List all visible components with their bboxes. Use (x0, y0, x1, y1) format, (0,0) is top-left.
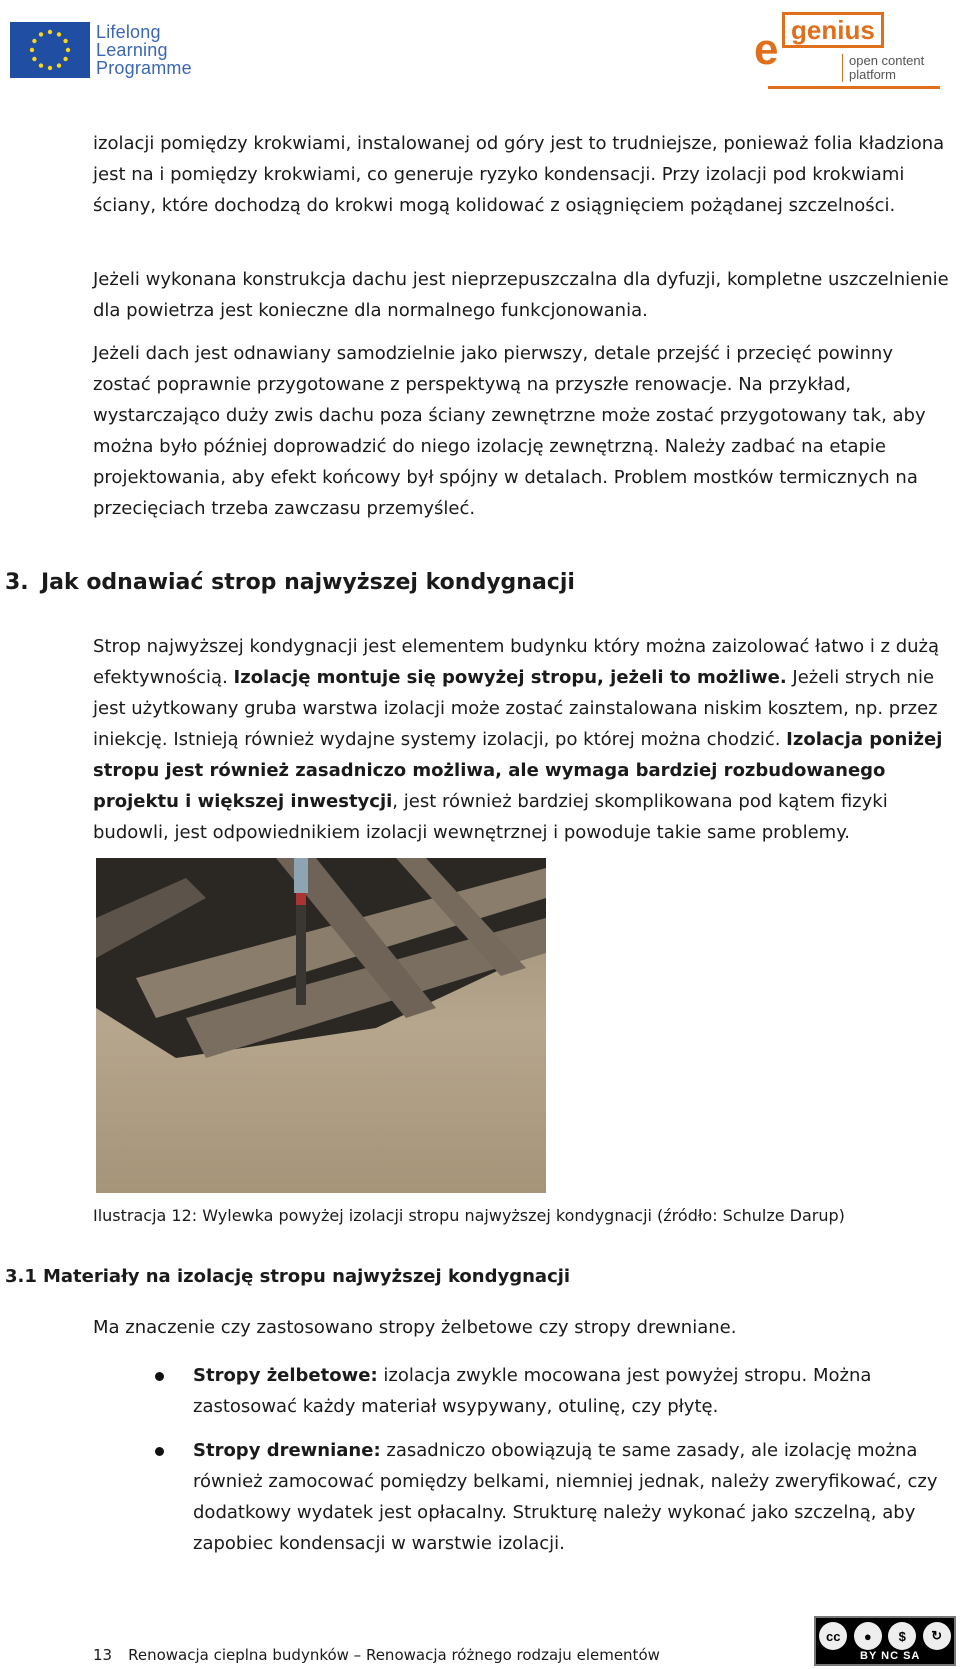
egenius-logo (754, 2, 944, 90)
by-person-icon: ● (854, 1622, 882, 1650)
page-header (0, 0, 960, 96)
running-title: Renowacja cieplna budynków – Renowacja różnego rodzaju elementów (128, 1646, 660, 1664)
bullet-icon (155, 1447, 164, 1456)
section-3-1-heading: 3.1 Materiały na izolację stropu najwyższej kondygnacji (5, 1266, 571, 1287)
egenius-logo-e: e (754, 25, 779, 74)
paragraph-diffusion: Jeżeli wykonana konstrukcja dachu jest nieprzepuszczalna dla dyfuzji, kompletne uszczelnienie dla powietrza jest konieczne dla normalnego funkcjonowania. (93, 269, 949, 321)
page-footer (93, 1646, 660, 1664)
section-3-paragraph: Strop najwyższej kondygnacji jest elementem budynku który można zaizolować łatwo i z dużą efektywnością. Izolację montuje się powyżej stropu, jeżeli to możliwe. Jeżeli strych nie jest użytkowany gruba warstwa izolacji może zostać zainstalowana niskim kosztem, np. przez iniekcję. Istnieją również wydajne systemy izolacji, po której można chodzić. Izolacja poniżej stropu jest również zasadniczo możliwa, ale wymaga bardziej rozbudowanego projektu i większej inwestycji, jest również bardziej skomplikowana pod kątem fizyki budowli, jest odpowiednikiem izolacji wewnętrznej i powoduje takie same problemy. (93, 636, 943, 843)
egenius-logo-word: genius (782, 12, 884, 48)
paragraph-continued: izolacji pomiędzy krokwiami, instalowanej od góry jest to trudniejsze, ponieważ folia kładziona jest na i pomiędzy krokwiami, co generuje ryzyko kondensacji. Przy izolacji pod krokwiami ściany, które dochodzą do krokwi mogą kolidować z osiągnięciem pożądanej szczelności. (93, 133, 945, 216)
list-item: Stropy drewniane: zasadniczo obowiązują te same zasady, ale izolację można również zamocować pomiędzy belkami, niemniej jednak, należy zweryfikować, czy dodatkowy wydatek jest opłacalny. Strukturę należy wykonać jako szczelną, aby zapobiec kondensacji w warstwie izolacji. (93, 1435, 953, 1559)
license-labels: BY NC SA (860, 1650, 921, 1662)
list-item: Stropy żelbetowe: izolacja zwykle mocowana jest powyżej stropu. Można zastosować każdy materiał wsypywany, otulinę, czy płytę. (93, 1360, 953, 1422)
creative-commons-license-badge (814, 1616, 956, 1666)
cc-icon: cc (819, 1622, 847, 1650)
egenius-logo-bar (768, 86, 940, 89)
llp-logo-text: Lifelong Learning Programme (96, 22, 192, 78)
section-3-1-intro: Ma znaczenie czy zastosowano stropy żelbetowe czy stropy drewniane. (93, 1317, 737, 1338)
lifelong-learning-programme-logo (10, 22, 192, 78)
paragraph-renovation-details: Jeżeli dach jest odnawiany samodzielnie jako pierwszy, detale przejść i przecięć powinny zostać poprawnie przygotowane z perspektywą na przyszłe renowacje. Na przykład, wystarczająco duży zwis dachu poza ściany zewnętrzne może zostać przygotowany tak, aby można było później doprowadzić do niego izolację zewnętrzną. Należy zadbać na etapie projektowania, aby efekt końcowy był spójny w detalach. Problem mostków termicznych na przecięciach trzeba zawczasu przemyśleć. (93, 343, 926, 519)
page-number: 13 (93, 1646, 113, 1664)
attic-insulation-photo (96, 858, 546, 1193)
materials-list (93, 1360, 953, 1572)
egenius-tagline: open content platform (842, 54, 924, 82)
figure-caption: Ilustracja 12: Wylewka powyżej izolacji stropu najwyższej kondygnacji (źródło: Schulze Darup) (93, 1206, 845, 1225)
bullet-icon (155, 1372, 164, 1381)
sa-share-icon: ↻ (923, 1622, 951, 1650)
eu-flag-icon (10, 22, 90, 78)
nc-dollar-icon: $ (888, 1622, 916, 1650)
section-3-heading: 3. Jak odnawiać strop najwyższej kondygnacji (5, 570, 575, 595)
